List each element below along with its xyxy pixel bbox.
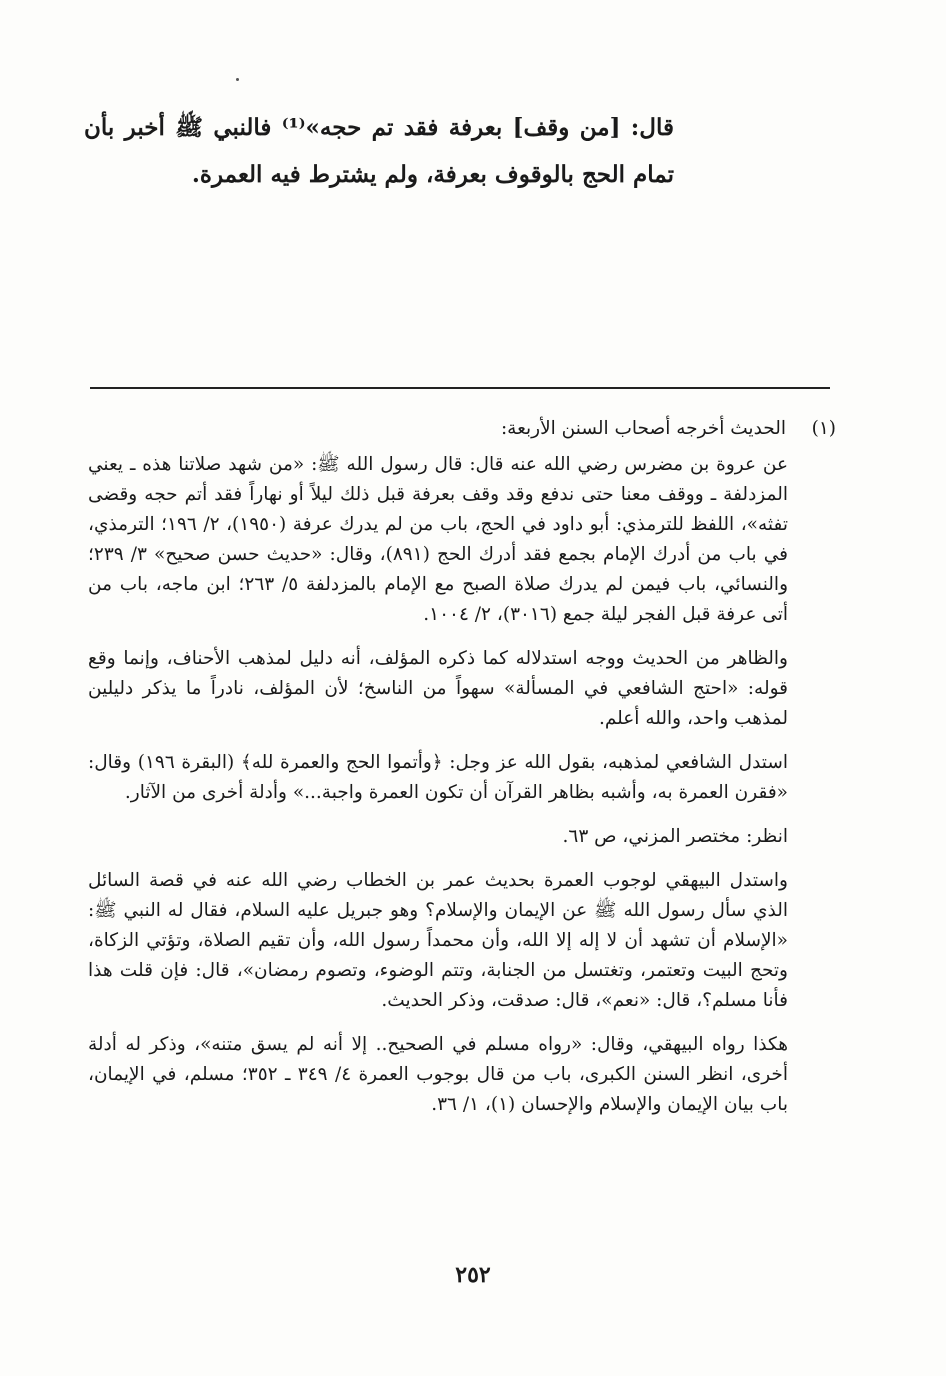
footnote-header: [88, 414, 836, 444]
footnote-separator: [90, 387, 830, 389]
footnote-number: (١): [811, 418, 836, 439]
page-number: ٢٥٢: [455, 1262, 491, 1288]
footnote-title: الحديث أخرجه أصحاب السنن الأربعة:: [500, 418, 786, 439]
ink-speck: [236, 78, 239, 81]
footnote-paragraph: انظر: مختصر المزني، ص ٦٣.: [562, 826, 788, 847]
footnote-body: [88, 450, 836, 1120]
footnotes-block: [88, 414, 836, 1134]
footnote-paragraph: هكذا رواه البيهقي، وقال: «رواه مسلم في الصحيح.. إلا أنه لم يسق متنه»، وذكر له أدلة أخرى، انظر السنن الكبرى، باب من قال بوجوب العمرة ٤/ ٣٤٩ ـ ٣٥٢؛ مسلم، في الإيمان، باب بيان الإيمان والإسلام والإحسان (١)، ١/ ٣٦.: [88, 1034, 789, 1115]
main-paragraph: قال: [من وقف] بعرفة فقد تم حجه»⁽¹⁾ فالنبي ﷺ أخبر بأن تمام الحج بالوقوف بعرفة، ولم يشترط فيه العمرة.: [84, 114, 674, 188]
footnote-paragraph: واستدل البيهقي لوجوب العمرة بحديث عمر بن الخطاب رضي الله عنه في قصة السائل الذي سأل رسول الله ﷺ عن الإيمان والإسلام؟ وهو جبريل عليه السلام، فقال له النبي ﷺ: «الإسلام أن تشهد أن لا إله إلا الله، وأن محمداً رسول الله، وأن تقيم الصلاة، وتؤتي الزكاة، وتحج البيت وتعتمر، وتغتسل من الجنابة، وتتم الوضوء، وتصوم رمضان»، قال: فإن قلت هذا فأنا مسلم؟، قال: «نعم»، قال: صدقت، وذكر الحديث.: [88, 870, 788, 1011]
main-text-block: [84, 104, 674, 198]
footnote-paragraph: والظاهر من الحديث ووجه استدلاله كما ذكره المؤلف، أنه دليل لمذهب الأحناف، وإنما وقع قوله: «احتج الشافعي في المسألة» سهواً من الناسخ؛ لأن المؤلف، نادراً ما يذكر دليلين لمذهب واحد، والله أعلم.: [88, 648, 788, 729]
footnote-paragraph: عن عروة بن مضرس رضي الله عنه قال: قال رسول الله ﷺ: «من شهد صلاتنا هذه ـ يعني المزدلفة ـ ووقف معنا حتى ندفع وقد وقف بعرفة قبل ذلك ليلاً أو نهاراً فقد أتم حجه وقضى تفثه»، اللفظ للترمذي: أبو داود في الحج، باب من لم يدرك عرفة (١٩٥٠)، ٢/ ١٩٦؛ الترمذي، في باب من أدرك الإمام بجمع فقد أدرك الحج (٨٩١)، وقال: «حديث حسن صحيح» ٣/ ٢٣٩؛ والنسائي، باب فيمن لم يدرك صلاة الصبح مع الإمام بالمزدلفة ٥/ ٢٦٣؛ ابن ماجه، باب من أتى عرفة قبل الفجر ليلة جمع (٣٠١٦)، ٢/ ١٠٠٤.: [88, 454, 788, 625]
footnote-paragraph: استدل الشافعي لمذهبه، بقول الله عز وجل: ﴿وأتموا الحج والعمرة لله﴾ (البقرة ١٩٦) وقال: «فقرن العمرة به، وأشبه بظاهر القرآن أن تكون العمرة واجبة...» وأدلة أخرى من الآثار.: [88, 752, 788, 803]
